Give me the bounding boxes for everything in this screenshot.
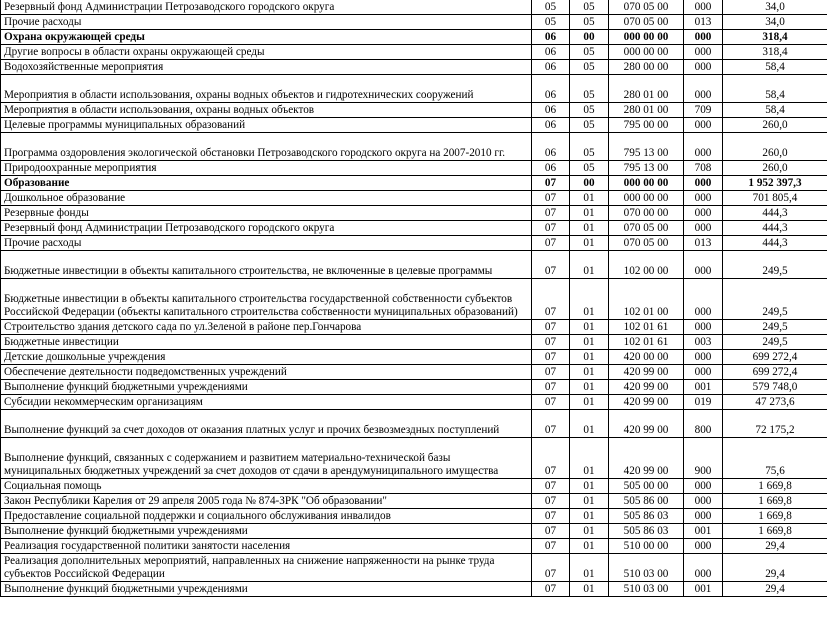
expense-name: Мероприятия в области использования, охраны водных объектов (1, 103, 532, 118)
amount: 318,4 (723, 45, 827, 60)
subsection-code: 01 (570, 236, 609, 251)
subsection-code: 01 (570, 539, 609, 554)
table-row (1, 236, 827, 251)
target-article-code: 510 03 00 (609, 582, 684, 597)
target-article-code: 102 00 00 (609, 251, 684, 279)
expense-name: Реализация дополнительных мероприятий, направленных на снижение напряженности на рынке труда субъектов Российской Федерации (1, 554, 532, 582)
subsection-code: 05 (570, 15, 609, 30)
amount: 75,6 (723, 438, 827, 479)
section-code: 06 (532, 75, 570, 103)
section-code: 07 (532, 554, 570, 582)
section-code: 06 (532, 30, 570, 45)
amount: 58,4 (723, 60, 827, 75)
subsection-code: 05 (570, 161, 609, 176)
section-code: 06 (532, 133, 570, 161)
subsection-code: 01 (570, 335, 609, 350)
expense-type-code: 000 (684, 206, 723, 221)
subsection-code: 01 (570, 320, 609, 335)
expense-name: Программа оздоровления экологической обстановки Петрозаводского городского округа на 2007-2010 гг. (1, 133, 532, 161)
target-article-code: 000 00 00 (609, 30, 684, 45)
expense-type-code: 001 (684, 524, 723, 539)
subsection-code: 01 (570, 438, 609, 479)
target-article-code: 102 01 61 (609, 320, 684, 335)
target-article-code: 505 00 00 (609, 479, 684, 494)
target-article-code: 280 00 00 (609, 60, 684, 75)
expense-name: Реализация государственной политики занятости населения (1, 539, 532, 554)
subsection-code: 01 (570, 582, 609, 597)
section-code: 07 (532, 279, 570, 320)
expense-type-code: 000 (684, 509, 723, 524)
expense-type-code: 013 (684, 15, 723, 30)
section-code: 07 (532, 438, 570, 479)
subsection-code: 01 (570, 206, 609, 221)
section-code: 07 (532, 524, 570, 539)
table-row (1, 191, 827, 206)
expense-name: Образование (1, 176, 532, 191)
subsection-code: 01 (570, 509, 609, 524)
subsection-code: 01 (570, 410, 609, 438)
amount: 58,4 (723, 103, 827, 118)
subsection-code: 05 (570, 75, 609, 103)
expense-name: Выполнение функций за счет доходов от оказания платных услуг и прочих безвозмездных поступлений (1, 410, 532, 438)
target-article-code: 102 01 00 (609, 279, 684, 320)
amount: 444,3 (723, 221, 827, 236)
subsection-code: 01 (570, 221, 609, 236)
target-article-code: 070 05 00 (609, 236, 684, 251)
amount: 47 273,6 (723, 395, 827, 410)
expense-name: Водохозяйственные мероприятия (1, 60, 532, 75)
section-code: 07 (532, 335, 570, 350)
expense-name: Закон Республики Карелия от 29 апреля 2005 года № 874-ЗРК "Об образовании" (1, 494, 532, 509)
table-row (1, 582, 827, 597)
subsection-code: 05 (570, 103, 609, 118)
table-row (1, 509, 827, 524)
table-row (1, 251, 827, 279)
subsection-code: 01 (570, 395, 609, 410)
subsection-code: 05 (570, 45, 609, 60)
expense-name: Резервный фонд Администрации Петрозаводского городского округа (1, 221, 532, 236)
amount: 260,0 (723, 133, 827, 161)
expense-type-code: 000 (684, 320, 723, 335)
subsection-code: 01 (570, 279, 609, 320)
section-code: 07 (532, 539, 570, 554)
subsection-code: 01 (570, 251, 609, 279)
section-code: 07 (532, 350, 570, 365)
expense-name: Резервные фонды (1, 206, 532, 221)
amount: 29,4 (723, 539, 827, 554)
table-row (1, 494, 827, 509)
section-code: 05 (532, 0, 570, 15)
amount: 1 669,8 (723, 509, 827, 524)
expense-type-code: 000 (684, 133, 723, 161)
section-code: 07 (532, 380, 570, 395)
table-row (1, 118, 827, 133)
target-article-code: 505 86 00 (609, 494, 684, 509)
amount: 249,5 (723, 320, 827, 335)
subsection-code: 05 (570, 118, 609, 133)
amount: 29,4 (723, 582, 827, 597)
expense-type-code: 001 (684, 582, 723, 597)
target-article-code: 280 01 00 (609, 103, 684, 118)
table-row (1, 554, 827, 582)
expense-type-code: 000 (684, 539, 723, 554)
amount: 249,5 (723, 335, 827, 350)
expense-type-code: 000 (684, 479, 723, 494)
section-code: 07 (532, 395, 570, 410)
amount: 444,3 (723, 206, 827, 221)
amount: 1 669,8 (723, 479, 827, 494)
target-article-code: 420 99 00 (609, 438, 684, 479)
amount: 249,5 (723, 279, 827, 320)
expense-type-code: 013 (684, 236, 723, 251)
target-article-code: 070 05 00 (609, 0, 684, 15)
section-code: 07 (532, 236, 570, 251)
expense-type-code: 000 (684, 251, 723, 279)
target-article-code: 000 00 00 (609, 176, 684, 191)
expense-type-code: 001 (684, 380, 723, 395)
section-code: 07 (532, 582, 570, 597)
expense-name: Строительство здания детского сада по ул.Зеленой в районе пер.Гончарова (1, 320, 532, 335)
section-code: 07 (532, 509, 570, 524)
expense-type-code: 000 (684, 350, 723, 365)
subsection-code: 05 (570, 133, 609, 161)
expense-name: Природоохранные мероприятия (1, 161, 532, 176)
table-row (1, 0, 827, 15)
expense-name: Прочие расходы (1, 236, 532, 251)
target-article-code: 420 99 00 (609, 365, 684, 380)
expense-name: Прочие расходы (1, 15, 532, 30)
table-row (1, 320, 827, 335)
section-code: 07 (532, 176, 570, 191)
amount: 34,0 (723, 0, 827, 15)
subsection-code: 01 (570, 479, 609, 494)
subsection-code: 01 (570, 524, 609, 539)
section-code: 06 (532, 103, 570, 118)
target-article-code: 505 86 03 (609, 524, 684, 539)
target-article-code: 795 13 00 (609, 161, 684, 176)
table-row (1, 365, 827, 380)
amount: 58,4 (723, 75, 827, 103)
amount: 260,0 (723, 118, 827, 133)
table-row (1, 380, 827, 395)
table-row (1, 395, 827, 410)
amount: 1 669,8 (723, 494, 827, 509)
target-article-code: 795 13 00 (609, 133, 684, 161)
expense-name: Субсидии некоммерческим организациям (1, 395, 532, 410)
section-code: 07 (532, 479, 570, 494)
expense-type-code: 900 (684, 438, 723, 479)
expense-type-code: 000 (684, 60, 723, 75)
table-row (1, 438, 827, 479)
target-article-code: 510 00 00 (609, 539, 684, 554)
section-code: 05 (532, 15, 570, 30)
amount: 701 805,4 (723, 191, 827, 206)
amount: 1 952 397,3 (723, 176, 827, 191)
target-article-code: 420 99 00 (609, 410, 684, 438)
expense-name: Дошкольное образование (1, 191, 532, 206)
amount: 699 272,4 (723, 365, 827, 380)
expense-name: Обеспечение деятельности подведомственных учреждений (1, 365, 532, 380)
table-row (1, 30, 827, 45)
section-code: 06 (532, 118, 570, 133)
section-code: 06 (532, 45, 570, 60)
table-row (1, 479, 827, 494)
amount: 699 272,4 (723, 350, 827, 365)
target-article-code: 070 05 00 (609, 15, 684, 30)
section-code: 07 (532, 191, 570, 206)
section-code: 07 (532, 365, 570, 380)
table-row (1, 539, 827, 554)
budget-table-body (1, 0, 827, 597)
amount: 318,4 (723, 30, 827, 45)
amount: 34,0 (723, 15, 827, 30)
target-article-code: 420 99 00 (609, 395, 684, 410)
table-row (1, 524, 827, 539)
expense-name: Бюджетные инвестиции (1, 335, 532, 350)
amount: 260,0 (723, 161, 827, 176)
expense-type-code: 000 (684, 191, 723, 206)
expense-name: Бюджетные инвестиции в объекты капитального строительства государственной собственности субъектов Российской Федерации (объекты капитального строительства собственности муниципальных образований) (1, 279, 532, 320)
expense-type-code: 800 (684, 410, 723, 438)
expense-name: Выполнение функций бюджетными учреждениями (1, 380, 532, 395)
target-article-code: 102 01 61 (609, 335, 684, 350)
expense-name: Выполнение функций бюджетными учреждениями (1, 582, 532, 597)
target-article-code: 000 00 00 (609, 45, 684, 60)
expense-type-code: 000 (684, 279, 723, 320)
expense-name: Предоставление социальной поддержки и социального обслуживания инвалидов (1, 509, 532, 524)
expense-name: Выполнение функций бюджетными учреждениями (1, 524, 532, 539)
table-row (1, 75, 827, 103)
expense-type-code: 000 (684, 176, 723, 191)
table-row (1, 103, 827, 118)
expense-type-code: 000 (684, 494, 723, 509)
amount: 444,3 (723, 236, 827, 251)
subsection-code: 05 (570, 0, 609, 15)
expense-name: Мероприятия в области использования, охраны водных объектов и гидротехнических сооружений (1, 75, 532, 103)
table-row (1, 221, 827, 236)
section-code: 07 (532, 494, 570, 509)
expense-type-code: 000 (684, 221, 723, 236)
amount: 29,4 (723, 554, 827, 582)
expense-type-code: 000 (684, 45, 723, 60)
target-article-code: 420 00 00 (609, 350, 684, 365)
amount: 1 669,8 (723, 524, 827, 539)
target-article-code: 280 01 00 (609, 75, 684, 103)
target-article-code: 070 05 00 (609, 221, 684, 236)
expense-type-code: 709 (684, 103, 723, 118)
expense-type-code: 000 (684, 118, 723, 133)
expense-type-code: 000 (684, 0, 723, 15)
table-row (1, 335, 827, 350)
section-code: 06 (532, 60, 570, 75)
subsection-code: 00 (570, 176, 609, 191)
subsection-code: 01 (570, 380, 609, 395)
table-row (1, 161, 827, 176)
table-row (1, 176, 827, 191)
expense-type-code: 708 (684, 161, 723, 176)
expense-name: Детские дошкольные учреждения (1, 350, 532, 365)
table-row (1, 60, 827, 75)
target-article-code: 420 99 00 (609, 380, 684, 395)
subsection-code: 01 (570, 494, 609, 509)
expense-type-code: 000 (684, 365, 723, 380)
subsection-code: 01 (570, 350, 609, 365)
expense-name: Целевые программы муниципальных образований (1, 118, 532, 133)
target-article-code: 510 03 00 (609, 554, 684, 582)
table-row (1, 350, 827, 365)
section-code: 07 (532, 320, 570, 335)
target-article-code: 000 00 00 (609, 191, 684, 206)
table-row (1, 133, 827, 161)
amount: 249,5 (723, 251, 827, 279)
target-article-code: 795 00 00 (609, 118, 684, 133)
section-code: 07 (532, 221, 570, 236)
section-code: 06 (532, 161, 570, 176)
section-code: 07 (532, 251, 570, 279)
expense-type-code: 003 (684, 335, 723, 350)
target-article-code: 505 86 03 (609, 509, 684, 524)
table-row (1, 206, 827, 221)
expense-name: Охрана окружающей среды (1, 30, 532, 45)
expense-type-code: 019 (684, 395, 723, 410)
expense-name: Социальная помощь (1, 479, 532, 494)
table-row (1, 279, 827, 320)
subsection-code: 05 (570, 60, 609, 75)
table-row (1, 15, 827, 30)
table-row (1, 45, 827, 60)
expense-name: Бюджетные инвестиции в объекты капитального строительства, не включенные в целевые программы (1, 251, 532, 279)
section-code: 07 (532, 206, 570, 221)
target-article-code: 070 00 00 (609, 206, 684, 221)
subsection-code: 01 (570, 191, 609, 206)
amount: 72 175,2 (723, 410, 827, 438)
expense-type-code: 000 (684, 30, 723, 45)
expense-type-code: 000 (684, 554, 723, 582)
subsection-code: 01 (570, 554, 609, 582)
subsection-code: 01 (570, 365, 609, 380)
table-row (1, 410, 827, 438)
expense-name: Резервный фонд Администрации Петрозаводского городского округа (1, 0, 532, 15)
expense-name: Выполнение функций, связанных с содержанием и развитием материально-технической базы муниципальных бюджетных учреждений за счет доходов от сдачи в арендумуниципального имущества (1, 438, 532, 479)
amount: 579 748,0 (723, 380, 827, 395)
subsection-code: 00 (570, 30, 609, 45)
expense-type-code: 000 (684, 75, 723, 103)
section-code: 07 (532, 410, 570, 438)
expense-name: Другие вопросы в области охраны окружающей среды (1, 45, 532, 60)
